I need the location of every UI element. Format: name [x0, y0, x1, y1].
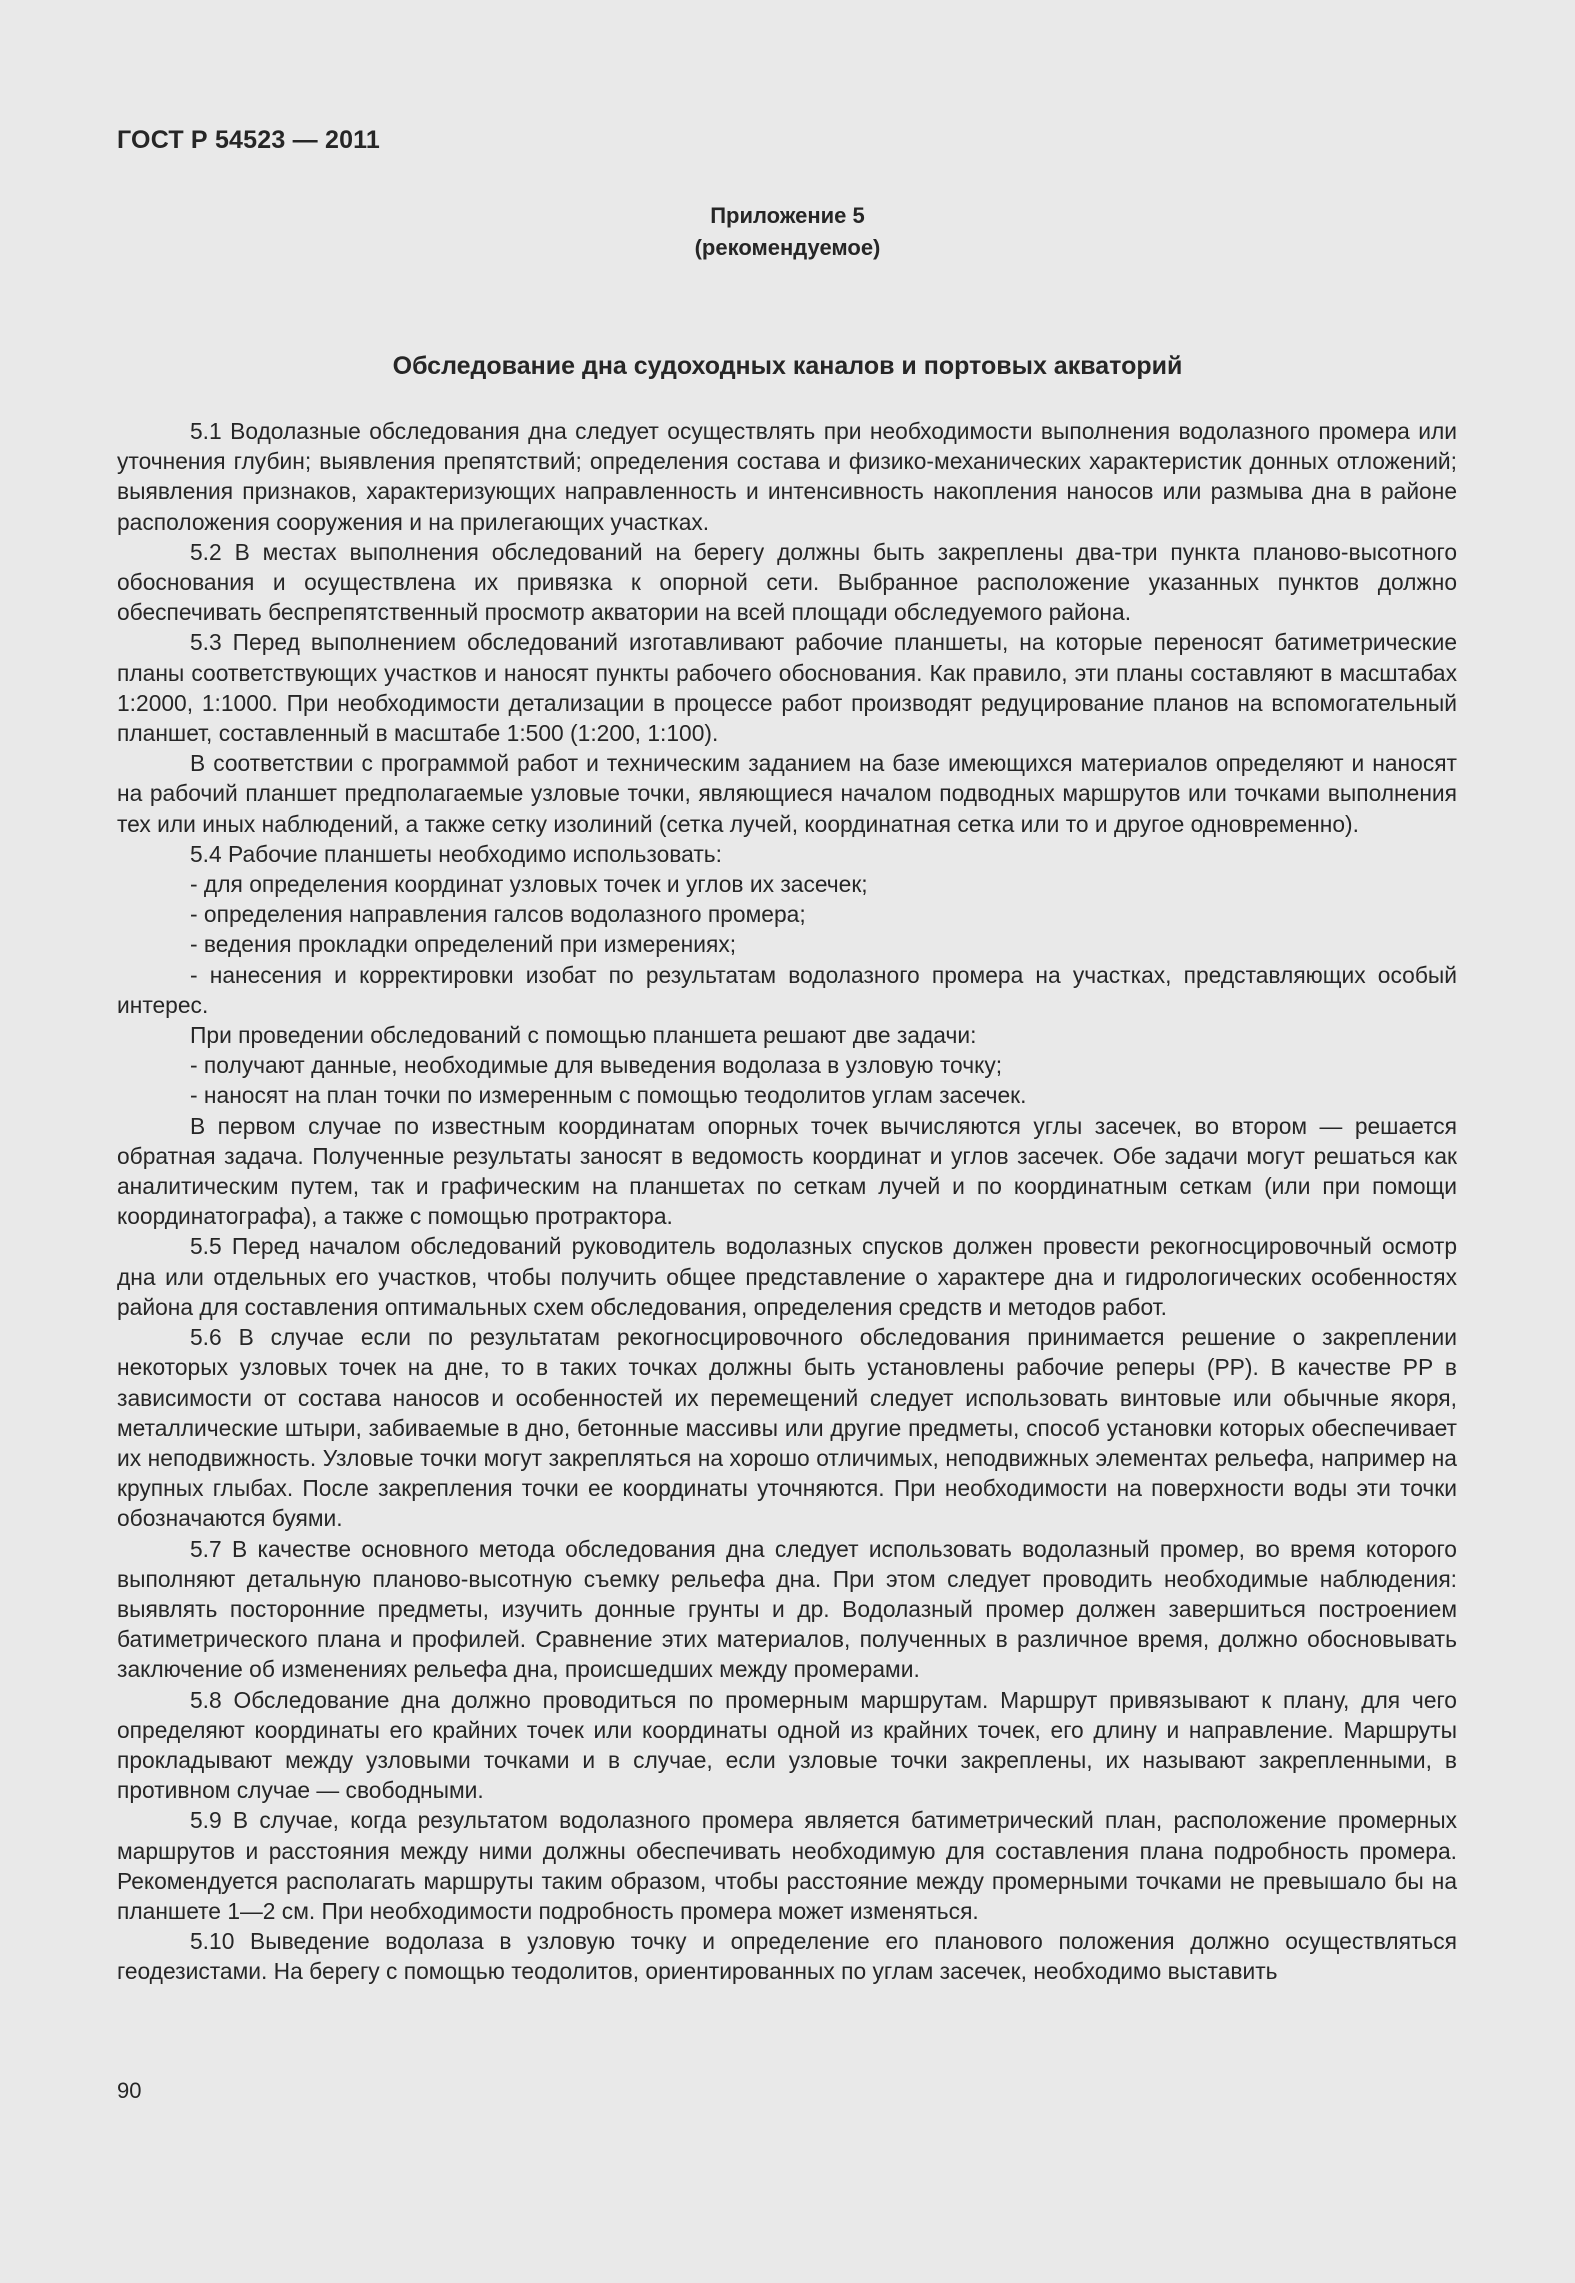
paragraph-5-8: 5.8 Обследование дна должно проводиться по промерным маршрутам. Маршрут привязывают к плану, для чего определяют координаты его крайних точек или координаты одной из крайних точек, его длину и направление. Маршруты прокладывают между узловыми точками и в случае, если узловые точки закреплены, их называют закрепленными, в противном случае — свободными. [117, 1686, 1457, 1804]
paragraph-5-9: 5.9 В случае, когда результатом водолазного промера является батиметрический план, расположение промерных маршрутов и расстояния между ними должны обеспечивать необходимую для составления плана подробность промера. Рекомендуется располагать маршруты таким образом, чтобы расстояние между промерными точками не превышало бы на планшете 1—2 см. При необходимости подробность промера может изменяться. [117, 1807, 1457, 1924]
list-item: - нанесения и корректировки изобат по результатам водолазного промера на участках, представляющих особый интерес. [117, 961, 1457, 1018]
appendix-title: Приложение 5 [710, 203, 865, 228]
paragraph-5-6: 5.6 В случае если по результатам рекогносцировочного обследования принимается решение о закреплении некоторых узловых точек на дне, то в таких точках должны быть установлены рабочие реперы (РР). В качестве РР в зависимости от состава наносов и особенностей их перемещений следует использовать винтовые или обычные якоря, металлические штыри, забиваемые в дно, бетонные массивы или другие предметы, способ установки которых обеспечивает их неподвижность. Узловые точки могут закрепляться на хорошо отличимых, неподвижных элементах рельефа, например на крупных глыбах. После закрепления точки ее координаты уточняются. При необходимости на поверхности воды эти точки обозначаются буями. [117, 1324, 1457, 1532]
paragraph-5-3-continued: В соответствии с программой работ и техническим заданием на базе имеющихся материалов определяют и наносят на рабочий планшет предполагаемые узловые точки, являющиеся началом подводных маршрутов или точками выполнения тех или иных наблюдений, а также сетку изолиний (сетка лучей, координатная сетка или то и другое одновременно). [117, 750, 1457, 837]
list-item: - наносят на план точки по измеренным с помощью теодолитов углам засечек. [190, 1082, 1027, 1109]
appendix-heading [0, 200, 1575, 264]
appendix-subtitle: (рекомендуемое) [694, 235, 881, 260]
paragraph-5-2: 5.2 В местах выполнения обследований на берегу должны быть закреплены два-три пункта планово-высотного обоснования и осуществлена их привязка к опорной сети. Выбранное расположение указанных пунктов должно обеспечивать беспрепятственный просмотр акватории на всей площади обследуемого района. [117, 538, 1457, 626]
list-item: - получают данные, необходимые для выведения водолаза в узловую точку; [190, 1052, 1003, 1079]
section-title: Обследование дна судоходных каналов и портовых акваторий [392, 352, 1183, 380]
paragraph-tasks-intro: При проведении обследований с помощью планшета решают две задачи: [190, 1022, 977, 1049]
paragraph-5-1: 5.1 Водолазные обследования дна следует осуществлять при необходимости выполнения водолазного промера или уточнения глубин; выявления препятствий; определения состава и физико-механических характеристик донных отложений; выявления признаков, характеризующих направленность и интенсивность накопления наносов или размыва дна в районе расположения сооружения и на прилегающих участках. [117, 418, 1457, 535]
paragraph-5-5: 5.5 Перед началом обследований руководитель водолазных спусков должен провести рекогносцировочный осмотр дна или отдельных его участков, чтобы получить общее представление о характере дна и гидрологических особенностях района для составления оптимальных схем обследования, определения средств и методов работ. [117, 1233, 1457, 1320]
document-code: ГОСТ Р 54523 — 2011 [117, 126, 381, 154]
list-item: - ведения прокладки определений при измерениях; [190, 931, 737, 958]
paragraph-tasks-detail: В первом случае по известным координатам опорных точек вычисляются углы засечек, во втором — решается обратная задача. Полученные результаты заносят в ведомость координат и углов засечек. Обе задачи могут решаться как аналитическим путем, так и графическим на планшетах по сеткам лучей и по координатным сеткам (или при помощи координатографа), а также с помощью протрактора. [117, 1112, 1457, 1230]
page-number: 90 [117, 2078, 142, 2103]
list-item: - для определения координат узловых точек и углов их засечек; [190, 871, 868, 898]
paragraph-5-10: 5.10 Выведение водолаза в узловую точку и определение его планового положения должно осуществляться геодезистами. На берегу с помощью теодолитов, ориентированных по углам засечек, необходимо выставить [117, 1928, 1457, 1985]
document-body [117, 416, 1457, 1987]
paragraph-5-4: 5.4 Рабочие планшеты необходимо использовать: [190, 840, 722, 867]
list-item: - определения направления галсов водолазного промера; [190, 901, 806, 928]
paragraph-5-7: 5.7 В качестве основного метода обследования дна следует использовать водолазный промер, во время которого выполняют детальную планово-высотную съемку рельефа дна. При этом следует проводить необходимые наблюдения: выявлять посторонние предметы, изучить донные грунты и др. Водолазный промер должен завершиться построением батиметрического плана и профилей. Сравнение этих материалов, полученных в различное время, должно обосновывать заключение об изменениях рельефа дна, происшедших между промерами. [117, 1535, 1457, 1683]
paragraph-5-3: 5.3 Перед выполнением обследований изготавливают рабочие планшеты, на которые переносят батиметрические планы соответствующих участков и наносят пункты рабочего обоснования. Как правило, эти планы составляют в масштабах 1:2000, 1:1000. При необходимости детализации в процессе работ производят редуцирование планов на вспомогательный планшет, составленный в масштабе 1:500 (1:200, 1:100). [117, 629, 1457, 747]
